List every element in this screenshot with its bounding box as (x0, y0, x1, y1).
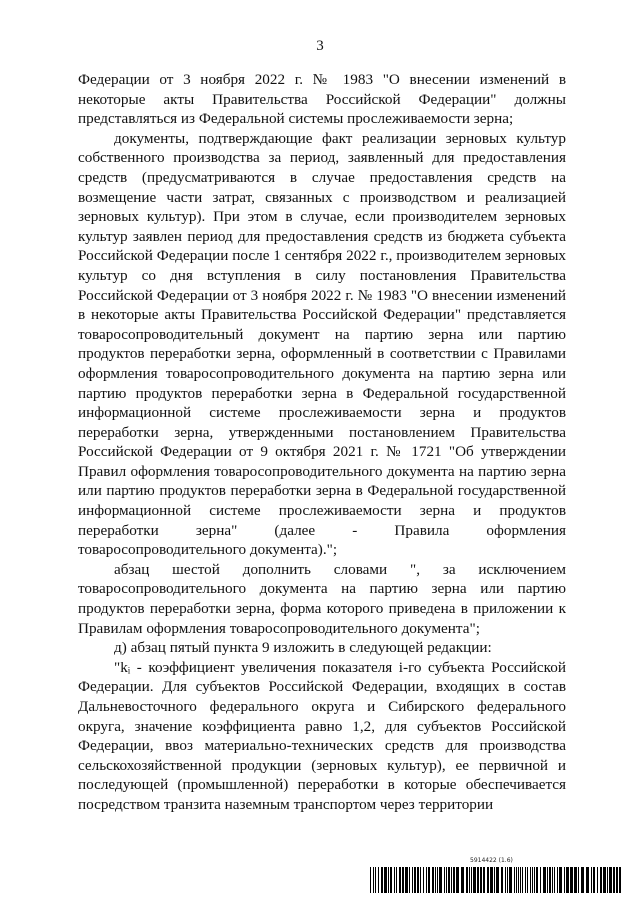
paragraph: абзац шестой дополнить словами ", за исключением товаросопроводительного документа на партию зерна или партию продуктов переработки зерна, форма которого приведена в приложении к Правилам оформления товаросопроводительного документа"; (78, 560, 566, 637)
paragraph: документы, подтверждающие факт реализации зерновых культур собственного производства за период, заявленный для предоставления средств (предусматриваются в случае предоставления средств на возмещение части затрат, связанных с производством и реализацией зерновых культур). При этом в случае, если производителем зерновых культур заявлен период для предоставления средств из бюджета субъекта Российской Федерации после 1 сентября 2022 г., производителем зерновых культур со дня вступления в силу постановления Правительства Российской Федерации от 3 ноября 2022 г. № 1983 "О внесении изменений в некоторые акты Правительства Российской Федерации" представляется товаросопроводительный документ на партию зерна или партию продуктов переработки зерна, оформленный в соответствии с Правилами оформления товаросопроводительного документа на партию зерна или партию продуктов переработки зерна в Федеральной государственной информационной системе прослеживаемости зерна и продуктов переработки зерна, утвержденными постановлением Правительства Российской Федерации от 9 октября 2021 г. № 1721 "Об утверждении Правил оформления товаросопроводительного документа на партию зерна или партию продуктов переработки зерна в Федеральной государственной информационной системе прослеживаемости зерна и продуктов переработки зерна" (далее - Правила оформления товаросопроводительного документа)."; (78, 129, 566, 559)
paragraph: Федерации от 3 ноября 2022 г. № 1983 "О внесении изменений в некоторые акты Правительства Российской Федерации" должны представляться из Федеральной системы прослеживаемости зерна; (78, 71, 566, 128)
barcode-icon (370, 867, 622, 893)
document-body (78, 70, 566, 815)
paragraph: "kᵢ - коэффициент увеличения показателя i-го субъекта Российской Федерации. Для субъектов Российской Федерации, входящих в состав Дальневосточного федерального округа и Сибирского федерального округа, значение коэффициента равно 1,2, для субъектов Российской Федерации, ввоз материально-технических средств для производства сельскохозяйственной продукции (зерновых культур), ее первичной и последующей (промышленной) переработки в которые обеспечивается посредством транзита наземным транспортом через территории (78, 658, 566, 813)
paragraph: д) абзац пятый пункта 9 изложить в следующей редакции: (114, 639, 492, 657)
barcode-block (370, 857, 622, 893)
barcode-label: 5914422 (1.6) (470, 857, 513, 864)
page-number: 3 (316, 38, 324, 54)
